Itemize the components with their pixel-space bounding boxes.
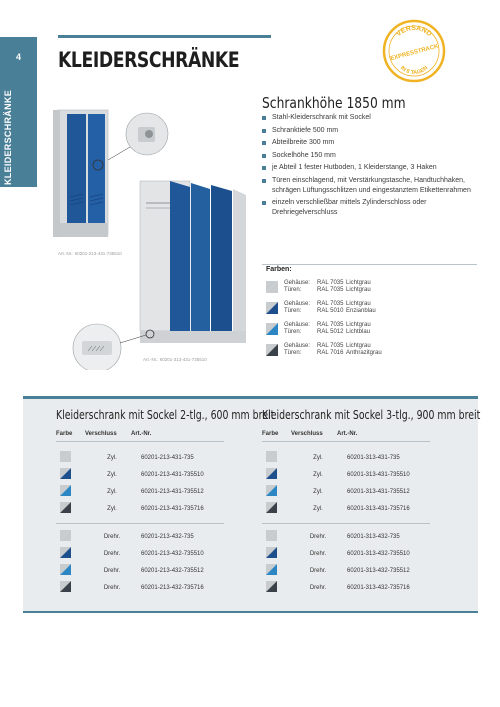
list-item: je Abteil 1 fester Hutboden, 1 Kleiderstange, 3 Haken: [262, 163, 482, 173]
table-row: [262, 449, 462, 466]
lock-type: Zyl.: [107, 471, 117, 478]
door-color-name: Lichtblau: [346, 329, 371, 335]
lock-type: Zyl.: [313, 471, 323, 478]
table-row: [56, 528, 256, 545]
stamp-bottom-text: IN 8 TAGEN: [398, 65, 430, 77]
color-swatch: [266, 502, 277, 513]
article-number: 60201-213-431-735510: [141, 471, 204, 478]
lock-type: Drehr.: [309, 550, 327, 557]
color-labels: [284, 301, 317, 315]
feature-list: [262, 113, 482, 221]
article-number: 60201-313-432-735: [347, 533, 400, 540]
article-number: 60201-313-432-735510: [347, 550, 410, 557]
housing-color-name: Lichtgrau: [346, 322, 371, 328]
list-item: Abteilbreite 300 mm: [262, 138, 482, 148]
table-row: [262, 562, 462, 579]
list-item: Sockelhöhe 150 mm: [262, 151, 482, 161]
lock-type: Zyl.: [313, 488, 323, 495]
svg-text:IN 8 TAGEN: [399, 65, 429, 76]
stamp-middle-text: EXPRESSTRACK: [389, 43, 440, 63]
bullet-icon: [262, 201, 266, 205]
color-names: [346, 280, 371, 294]
bullet-icon: [262, 129, 266, 133]
color-swatch: [266, 451, 277, 462]
table-divider: [262, 523, 430, 524]
column-header: Art.-Nr.: [131, 431, 152, 437]
color-options: [266, 266, 476, 361]
column-header: Farbe: [262, 431, 279, 437]
door-color-name: Enzianblau: [346, 308, 376, 314]
bullet-icon: [262, 179, 266, 183]
color-swatch: [60, 451, 71, 462]
color-swatch: [266, 564, 277, 575]
color-cell: [56, 502, 93, 515]
table-row: [56, 500, 256, 517]
lock-type: Drehr.: [309, 533, 327, 540]
color-swatch: [266, 581, 277, 592]
title-rule: [58, 35, 271, 38]
color-cell: [262, 468, 299, 481]
door-color-name: Anthrazitgrau: [346, 350, 382, 356]
lock-type: Zyl.: [107, 505, 117, 512]
table-panel-bottom-rule: [23, 611, 478, 613]
housing-ral-code: RAL 7035: [317, 280, 344, 286]
door-color-name: Lichtgrau: [346, 287, 371, 293]
door-ral-code: RAL 7035: [317, 287, 344, 293]
article-number: 60201-313-432-735512: [347, 567, 410, 574]
page-title: KLEIDERSCHRÄNKE: [58, 48, 240, 72]
door-ral-code: RAL 5012: [317, 329, 344, 335]
article-number: 60201-213-431-735: [141, 454, 194, 461]
table-title: Kleiderschrank mit Sockel 3-tlg., 900 mm breit: [262, 408, 481, 422]
door-ral-code: RAL 7016: [317, 350, 344, 356]
lock-type: Drehr.: [309, 567, 327, 574]
list-item: einzeln verschließbar mittels Zylinderschloss oder Drehriegelverschluss: [262, 198, 482, 218]
color-names: [346, 322, 371, 336]
column-header: Art.-Nr.: [337, 431, 358, 437]
color-swatch: [266, 468, 277, 479]
color-codes: [317, 280, 346, 294]
housing-label: Gehäuse:: [284, 322, 311, 328]
color-swatch: [266, 344, 278, 356]
table-header: [262, 431, 430, 442]
color-cell: [56, 451, 93, 464]
housing-ral-code: RAL 7035: [317, 343, 344, 349]
table-row: [56, 545, 256, 562]
doors-label: Türen:: [284, 329, 302, 335]
table-row: [56, 466, 256, 483]
color-labels: [284, 343, 317, 357]
table-row: [262, 483, 462, 500]
column-header: Farbe: [56, 431, 73, 437]
housing-color-name: Lichtgrau: [346, 301, 371, 307]
housing-label: Gehäuse:: [284, 301, 311, 307]
color-cell: [56, 468, 93, 481]
housing-ral-code: RAL 7035: [317, 322, 344, 328]
lock-type: Drehr.: [103, 567, 121, 574]
lock-type: Drehr.: [309, 584, 327, 591]
color-codes: [317, 343, 346, 357]
color-cell: [56, 581, 93, 594]
table-header: [56, 431, 224, 442]
bullet-icon: [262, 116, 266, 120]
color-cell: [262, 581, 299, 594]
order-table-2-door: [56, 408, 275, 596]
article-number: 60201-213-432-735512: [141, 567, 204, 574]
table-row: [56, 562, 256, 579]
bullet-icon: [262, 141, 266, 145]
color-swatch: [60, 547, 71, 558]
colors-heading: Farben:: [266, 266, 292, 273]
table-divider: [56, 523, 224, 524]
color-cell: [262, 451, 299, 464]
color-swatch: [266, 281, 278, 293]
article-number: 60201-313-431-735512: [347, 488, 410, 495]
lock-type: Drehr.: [103, 533, 121, 540]
article-number: 60201-213-432-735: [141, 533, 194, 540]
color-cell: [262, 547, 299, 560]
section-label: KLEIDERSCHRÄNKE: [3, 89, 13, 185]
color-cell: [262, 485, 299, 498]
doors-label: Türen:: [284, 308, 302, 314]
color-cell: [262, 530, 299, 543]
article-number: 60201-213-431-735512: [141, 488, 204, 495]
color-swatch: [60, 530, 71, 541]
article-number: 60201-213-432-735510: [141, 550, 204, 557]
image-caption-left: Art.-Nr.: 60201-213-431-735510: [58, 251, 122, 256]
color-swatch: [266, 485, 277, 496]
color-cell: [262, 564, 299, 577]
svg-text:VERSAND: [395, 25, 432, 38]
color-cell: [56, 530, 93, 543]
color-cell: [56, 547, 93, 560]
list-item: Schranktiefe 500 mm: [262, 126, 482, 136]
table-row: [56, 449, 256, 466]
color-swatch: [266, 547, 277, 558]
color-swatch: [266, 530, 277, 541]
color-cell: [56, 485, 93, 498]
product-heading: Schrankhöhe 1850 mm: [262, 94, 406, 112]
lock-type: Zyl.: [313, 505, 323, 512]
table-row: [56, 579, 256, 596]
color-names: [346, 343, 382, 357]
color-cell: [56, 564, 93, 577]
lock-type: Drehr.: [103, 584, 121, 591]
article-number: 60201-213-431-735716: [141, 505, 204, 512]
table-row: [262, 579, 462, 596]
color-swatch: [60, 502, 71, 513]
article-number: 60201-213-432-735716: [141, 584, 204, 591]
color-row: [266, 319, 476, 339]
color-row: [266, 340, 476, 360]
color-swatch: [60, 468, 71, 479]
locker-illustration: [50, 105, 255, 370]
color-labels: [284, 322, 317, 336]
article-number: 60201-313-431-735716: [347, 505, 410, 512]
stamp-top-text: VERSAND: [395, 24, 433, 39]
table-title: Kleiderschrank mit Sockel 2-tlg., 600 mm breit: [56, 408, 275, 422]
table-row: [262, 528, 462, 545]
color-swatch: [60, 581, 71, 592]
housing-color-name: Lichtgrau: [346, 343, 371, 349]
bullet-icon: [262, 154, 266, 158]
column-header: Verschluss: [85, 431, 117, 437]
article-number: 60201-313-432-735716: [347, 584, 410, 591]
housing-ral-code: RAL 7035: [317, 301, 344, 307]
image-caption-right: Art.-Nr.: 60201-313-431-735510: [143, 357, 207, 362]
color-swatch: [266, 302, 278, 314]
table-row: [262, 466, 462, 483]
housing-color-name: Lichtgrau: [346, 280, 371, 286]
housing-label: Gehäuse:: [284, 343, 311, 349]
doors-label: Türen:: [284, 287, 302, 293]
housing-label: Gehäuse:: [284, 280, 311, 286]
door-ral-code: RAL 5010: [317, 308, 344, 314]
color-cell: [262, 502, 299, 515]
color-swatch: [60, 564, 71, 575]
color-names: [346, 301, 376, 315]
colors-divider: [262, 264, 477, 265]
doors-label: Türen:: [284, 350, 302, 356]
bullet-icon: [262, 166, 266, 170]
color-codes: [317, 322, 346, 336]
color-swatch: [266, 323, 278, 335]
color-row: [266, 277, 476, 297]
list-item: Türen einschlagend, mit Verstärkungstasche, Handtuchhaken, schrägen Lüftungsschlitzen und eingestanztem Etikettenrahmen: [262, 176, 482, 196]
color-swatch: [60, 485, 71, 496]
column-header: Verschluss: [291, 431, 323, 437]
order-table-3-door: [262, 408, 481, 596]
list-item: Stahl-Kleiderschrank mit Sockel: [262, 113, 482, 123]
page-number: 4: [15, 52, 21, 62]
article-number: 60201-313-431-735510: [347, 471, 410, 478]
lock-type: Zyl.: [107, 454, 117, 461]
article-number: 60201-313-431-735: [347, 454, 400, 461]
color-labels: [284, 280, 317, 294]
table-row: [262, 545, 462, 562]
color-row: [266, 298, 476, 318]
table-row: [56, 483, 256, 500]
lock-type: Drehr.: [103, 550, 121, 557]
expresstrack-stamp: [381, 18, 447, 84]
lock-type: Zyl.: [107, 488, 117, 495]
table-row: [262, 500, 462, 517]
lock-type: Zyl.: [313, 454, 323, 461]
color-codes: [317, 301, 346, 315]
